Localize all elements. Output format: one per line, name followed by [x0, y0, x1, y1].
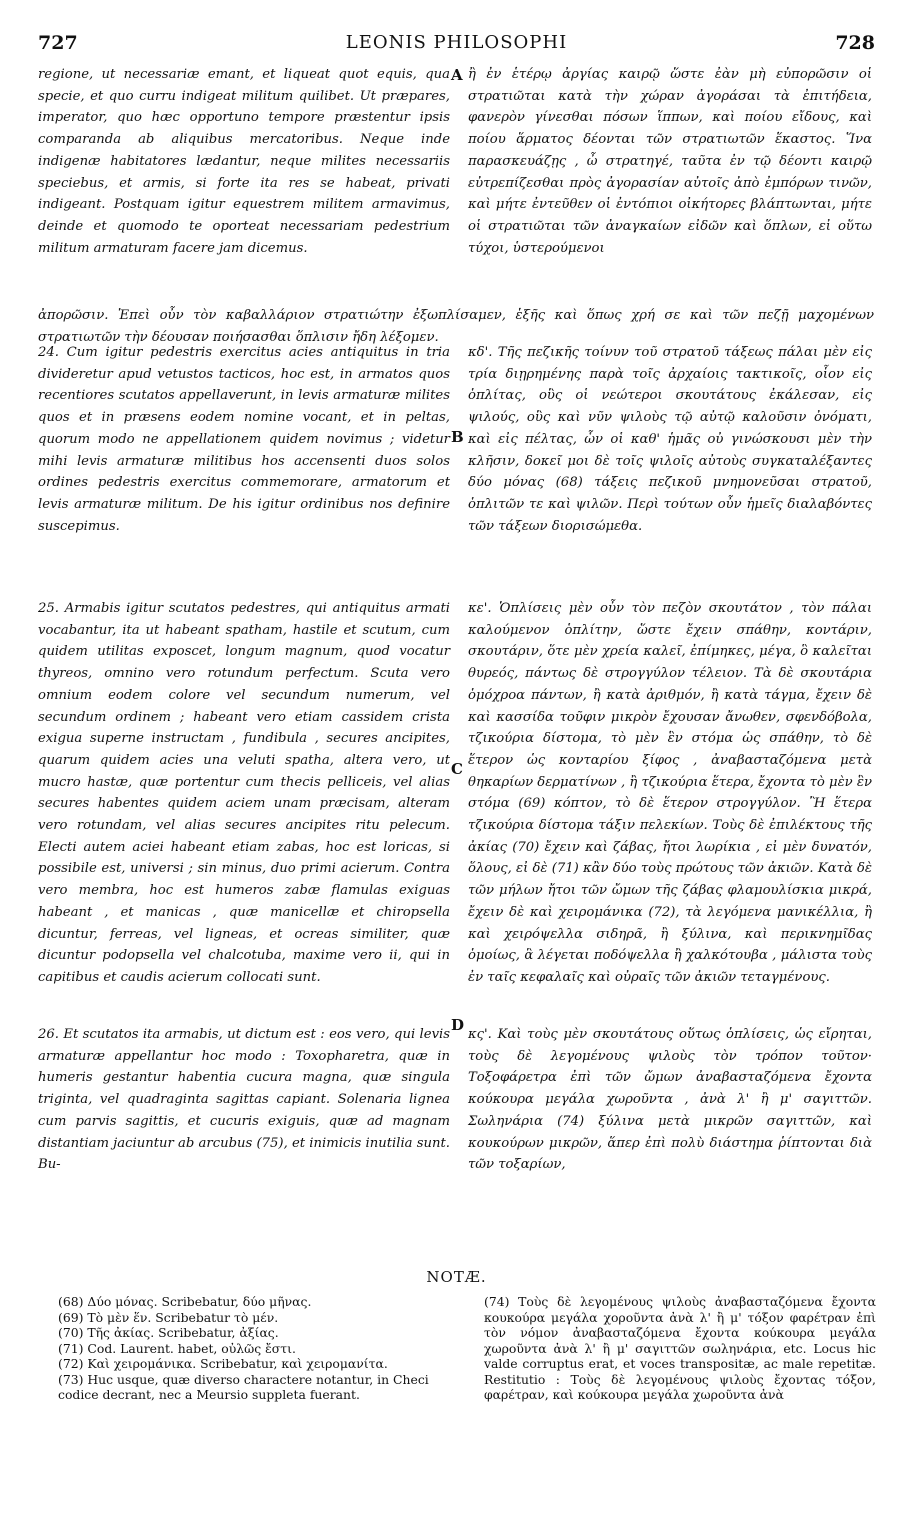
notes-title: NOTÆ.	[426, 1268, 487, 1286]
note-70: (70) Τῆς ἀκίας. Scribebatur, ἀξίας.	[58, 1325, 279, 1340]
latin-section-26: 26. Et scutatos ita armabis, ut dictum est : eos vero, qui levis armaturæ appellantur hoc modo : Toxopharetra, quæ in humeris gestantur habentia cucura magna, quæ singula triginta, vel quadraginta sagittas capiant. Solenaria lignea cum parvis sagittis, et cucuris exiguis, quæ ad magnam distantiam jaciuntur ab arcubus (75), et inimicis inutilia sunt. Bu-	[38, 1027, 450, 1173]
notes-left-column	[58, 1294, 458, 1403]
note-68: (68) Δύο μόνας. Scribebatur, δύο μῆνας.	[58, 1294, 312, 1309]
margin-marker-b: B	[451, 428, 464, 446]
greek-section-24: κδ'. Τῆς πεζικῆς τοίνυν τοῦ στρατοῦ τάξεως πάλαι μὲν εἰς τρία διῃρημένης παρὰ τοῖς ἀρχαίοις τακτικοῖς, οἷον εἰς ὁπλίτας, οὓς οἱ νεώτεροι σκουτάτους ἐκάλεσαν, εἰς ψιλούς, οὓς καὶ νῦν ψιλοὺς τῷ αὐτῷ καλοῦσιν ὀνόματι, καὶ εἰς πέλτας, ὧν οἱ καθ' ἡμᾶς οὐ γινώσκουσι μὲν τὴν κλῆσιν, δοκεῖ μοι δὲ τοῖς ψιλοῖς αὐτοὺς συγκαταλέξαντες δύο μόνας (68) τάξεις πεζικοῦ μνημονεῦσαι στρατοῦ, ὁπλιτῶν τε καὶ ψιλῶν. Περὶ τούτων οὖν ἡμεῖς διαλαβόντες τῶν τάξεων διορισώμεθα.	[468, 345, 872, 534]
note-74: (74) Τοὺς δὲ λεγομένους ψιλοὺς ἀναβασταζόμενα ἔχοντα κουκούρα μεγάλα χοροῦντα ἀνὰ λ' ἢ μ' τόξον φαρέτραν ἐπὶ τὸν νόμον ἀναβασταζόμενα ἔχοντα κούκουρα μεγάλα χωροῦντα ἀνὰ λ' ἢ μ' σαγιττῶν σωληνάρια, etc. Locus hic valde corruptus erat, et voces transpositæ, ac male repetitæ. Restitutio : Τοὺς δὲ λεγομένους ψιλοὺς ἔχοντας τόξον, φαρέτραν, καὶ κούκουρα μεγάλα χωροῦντα ἀνὰ	[484, 1294, 876, 1402]
note-69: (69) Τὸ μὲν ἕν. Scribebatur τὸ μέν.	[58, 1309, 279, 1325]
margin-marker-c: C	[451, 760, 463, 778]
note-71: (71) Cod. Laurent. habet, οὐλῶς ἔστι.	[58, 1340, 296, 1356]
margin-marker-a: A	[451, 66, 463, 84]
running-head: LEONIS PHILOSOPHI	[345, 32, 568, 53]
greek-intro-paragraph: ἢ ἐν ἑτέρῳ ἀργίας καιρῷ ὥστε ἐὰν μὴ εὐπορῶσιν οἱ στρατιῶται κατὰ τὴν χώραν ἀγοράσαι τὰ ἐπιτήδεια, φανερὸν γίνεσθαι πόσων ἵππων, καὶ ποίου εἴδους, καὶ ποίου ἅρματος δέονται τῶν στρατιωτῶν ἕκαστος. Ἵνα παρασκευάζῃς , ὦ στρατηγέ, ταῦτα ἐν τῷ δέοντι καιρῷ εὐτρεπίζεσθαι πρὸς ἀγορασίαν αὐτοῖς ἀπὸ ἐμπόρων τινῶν, καὶ μήτε ἐντεῦθεν οἱ ἐντόπιοι οἰκήτορες βλάπτωνται, μήτε οἱ στρατιῶται τῶν ἀναγκαίων εἰδῶν καὶ ὅπλων, εἰ οὕτω τύχοι, ὑστερούμενοι	[468, 67, 872, 256]
spanning-greek-line: ἀπορῶσιν. Ἐπεὶ οὖν τὸν καβαλλάριον στρατιώτην ἐξωπλίσαμεν, ἑξῆς καὶ ὅπως χρή σε καὶ τῶν πεζῇ μαχομένων στρατιωτῶν τὴν δέουσαν ποιήσασθαι ὅπλισιν ἤδη λέξομεν.	[38, 308, 874, 345]
greek-section-25: κε'. Ὁπλίσεις μὲν οὖν τὸν πεζὸν σκουτάτον , τὸν πάλαι καλούμενον ὁπλίτην, ὥστε ἔχειν σπάθην, κοντάριν, σκουτάριν, ὅτε μὲν χρεία καλεῖ, ἐπίμηκες, μέγα, ὃ καλεῖται θυρεός, πάντως δὲ στρογγύλον τέλειον. Τὰ δὲ σκουτάρια ὁμόχροα πάντων, ἢ κατὰ ἀριθμόν, ἢ κατὰ τάγμα, ἔχειν δὲ καὶ κασσίδα τοῦφιν μικρὸν ἔχουσαν ἄνωθεν, σφενδόβολα, τζικούρια δίστομα, τὸ μὲν ἓν στόμα ὡς σπάθην, τὸ δὲ ἕτερον ὡς κονταρίου ξίφος , ἀναβασταζόμενα μετὰ θηκαρίων δερματίνων , ἢ τζικούρια ἕτερα, ἔχοντα τὸ μὲν ἓν στόμα (69) κόπτον, τὸ δὲ ἕτερον στρογγύλον. Ἢ ἕτερα τζικούρια δίστομα τάξιν πελεκίων. Τοὺς δὲ ἐπιλέκτους τῆς ἀκίας (70) ἔχειν καὶ ζάβας, ἤτοι λωρίκια , εἰ μὲν δυνατόν, ὅλους, εἰ δὲ (71) κἂν δύο τοὺς πρώτους τῶν ἀκιῶν. Κατὰ δὲ τῶν μήλων ἤτοι τῶν ὤμων τῆς ζάβας φλαμουλίσκια μικρά, ἔχειν δὲ καὶ χειρομάνικα (72), τὰ λεγόμενα μανικέλλια, ἢ καὶ χειρόψελλα σιδηρᾶ, ἢ ξύλινα, καὶ περικνημῖδας ὁμοίως, ἃ λέγεται ποδόψελλα ἢ χαλκότουβα , μάλιστα τοὺς ἐν ταῖς κεφαλαῖς καὶ οὐραῖς τῶν ἀκιῶν τεταγμένους.	[468, 601, 872, 985]
latin-section-24: 24. Cum igitur pedestris exercitus acies antiquitus in tria divideretur apud vetustos tacticos, hoc est, in armatos quos recentiores scutatos appellaverunt, in levis armaturæ milites quos et in præsens eodem nomine vocant, et in peltas, quorum modo ne appellationem quidem novimus ; videtur mihi levis armaturæ militibus hos accensenti duos solos ordines pedestris exercitus commemorare, armatorum et levis armaturæ militum. De his igitur ordinibus nos definire suscepimus.	[38, 345, 450, 534]
latin-intro-paragraph: regione, ut necessariæ emant, et liqueat quot equis, qua specie, et quo curru indigeat militum quilibet. Ut præpares, imperator, quo hæc opportuno tempore præstentur ipsis comparanda ab aliquibus mercatoribus. Neque inde indigenæ habitatores lædantur, neque milites necessariis speciebus, et armis, si forte ita res se habeat, privati indigeant. Postquam igitur equestrem militem armavimus, deinde et quomodo te oporteat necessariam pedestrium militum armaturam facere jam dicemus.	[38, 67, 450, 256]
page-number-left: 727	[38, 32, 78, 54]
page-header	[38, 32, 875, 54]
greek-section-26: κς'. Καὶ τοὺς μὲν σκουτάτους οὕτως ὁπλίσεις, ὡς εἴρηται, τοὺς δὲ λεγομένους ψιλοὺς τὸν τρόπον τοῦτον· Τοξοφάρετρα ἐπὶ τῶν ὤμων ἀναβασταζόμενα ἔχοντα κούκουρα μεγάλα χωροῦντα , ἀνὰ λ' ἢ μ' σαγιττῶν. Σωληνάρια (74) ξύλινα μετὰ μικρῶν σαγιττῶν, καὶ κουκούρων μικρῶν, ἅπερ ἐπὶ πολὺ διάστημα ῥίπτονται διὰ τῶν τοξαρίων,	[468, 1027, 872, 1173]
latin-section-25: 25. Armabis igitur scutatos pedestres, qui antiquitus armati vocabantur, ita ut habeant spatham, hastile et scutum, cum quidem utilitas exposcet, longum magnum, quod vocatur thyreos, omnino vero rotundum perfectum. Scuta vero omnium eodem colore vel secundum numerum, vel secundum ordinem ; habeant vero etiam cassidem crista exigua superne instructam , fundibula , secures ancipites, quarum quidem acies una veluti spatha, altera vero, ut mucro hastæ, quæ portentur cum thecis pelliceis, vel alias secures habentes quidem aciem unam præcisam, alteram vero rotundam, vel alias secures ancipites ritu pelecum. Electi autem aciei habeant etiam zabas, hoc est loricas, si possibile est, universi ; sin minus, duo primi acierum. Contra vero membra, hoc est humeros zabæ flamulas exiguas habeant , et manicas , quæ manicellæ et chiropsella dicuntur, ferreas, vel ligneas, et ocreas similiter, quæ dicuntur podopsella vel chalcotuba, maxime vero ii, qui in capitibus et caudis acierum collocati sunt.	[38, 601, 450, 985]
note-72: (72) Καὶ χειρομάνικα. Scribebatur, καὶ χειρομανίτα.	[58, 1356, 388, 1371]
margin-marker-d: D	[451, 1016, 465, 1034]
note-73: (73) Huc usque, quæ diverso charactere notantur, in Checi codice decrant, nec a Meursio suppleta fuerant.	[58, 1371, 429, 1402]
page-number-right: 728	[835, 32, 875, 54]
